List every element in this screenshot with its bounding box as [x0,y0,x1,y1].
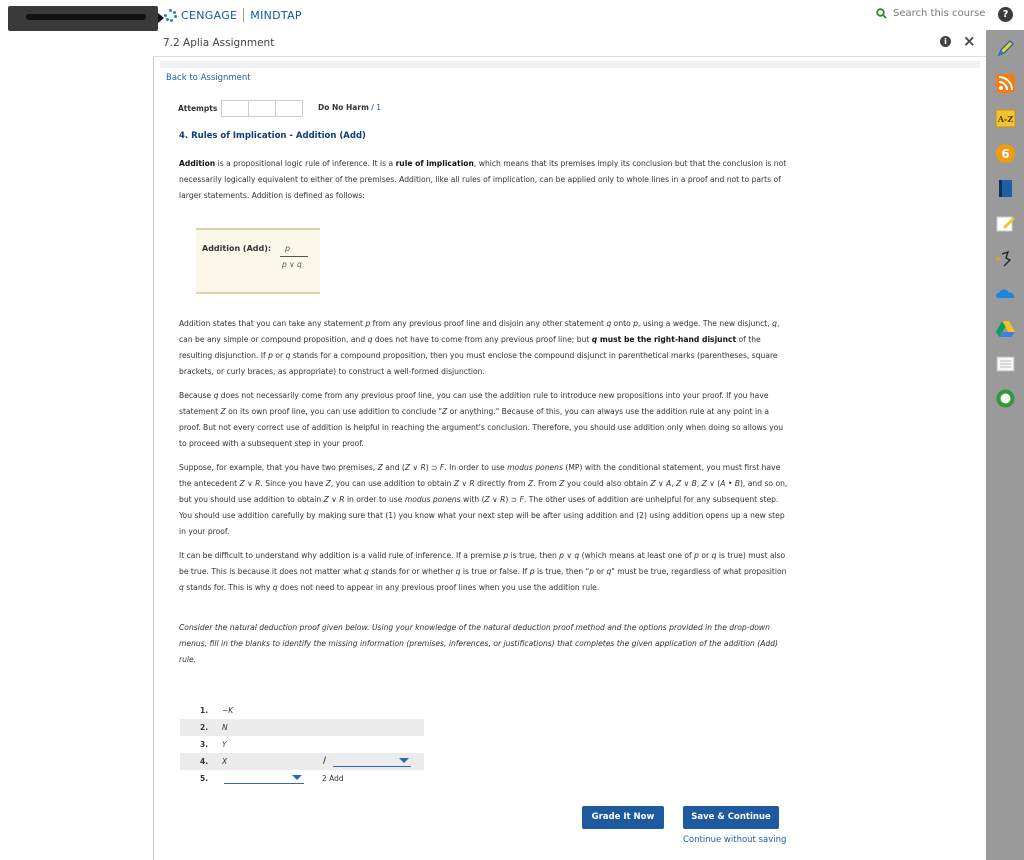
row4-slash: / [323,756,327,766]
proof-statement: X [222,757,228,766]
notes-icon[interactable] [995,213,1016,234]
notepad-icon[interactable] [995,353,1016,374]
rule-divider [280,256,308,257]
rule-label: Addition (Add): [202,244,272,253]
rule-conclusion: p ∨ q [282,260,302,269]
proof-line-number: 5. [200,774,209,783]
proof-row [180,719,424,736]
do-no-harm-sep: / [368,103,377,112]
pencil-icon[interactable] [995,38,1016,59]
proof-line-number: 4. [200,757,209,766]
proof-statement: N [222,723,228,732]
svg-text:6: 6 [1001,147,1010,161]
do-no-harm-label: Do No Harm [318,103,369,112]
back-to-assignment-link[interactable]: Back to Assignment [166,73,251,83]
header-band [160,61,980,68]
rss-icon[interactable] [995,73,1016,94]
proof-row [180,702,424,719]
instructions-paragraph: Consider the natural deduction proof given below. Using your knowledge of the natural deduction proof method and the options provided in the drop-down menus, fill in the blanks to identify the missing information (premises, inferences, or justifications) that completes the given application of the addition (Add) rule. [179,623,779,664]
user-menu[interactable] [8,6,158,31]
search-course[interactable] [876,8,985,19]
content-divider [153,56,154,860]
attempt-box [248,100,276,117]
brand-mindtap: MINDTAP [250,8,302,22]
attempt-box [275,100,303,117]
info-icon[interactable]: i [940,36,951,47]
cengage-logo-icon [164,9,177,22]
do-no-harm-status [318,103,381,112]
circle-app-icon[interactable] [995,388,1016,409]
proof-statement: Y [222,740,227,749]
proof-line-number: 1. [200,706,209,715]
a-z-dictionary-icon[interactable] [995,108,1016,129]
row4-conclusion-dropdown[interactable] [333,754,411,767]
save-and-continue-button[interactable]: Save & Continue [683,806,779,829]
brand-cengage: CENGAGE [181,8,238,22]
grade-it-now-button[interactable]: Grade It Now [582,806,664,829]
attempts-tracker [178,100,303,117]
proof-line-number: 3. [200,740,209,749]
help-icon[interactable]: ? [998,7,1013,22]
proof-statement: ~K [222,706,234,715]
addition-rule-box [196,228,320,294]
proof-row [180,736,424,753]
search-icon [876,8,887,19]
intro-paragraph: Addition is a propositional logic rule of inference. It is a rule of implication, which means that its premises imply its conclusion but that the conclusion is not necessarily logically equivalent to either of the premises. Addition, like all rules of implication, can be applied only to whole lines in a proof and not to parts of larger statements. Addition is defined as follows: [179,159,787,200]
explanation-paragraph-4: It can be difficult to understand why addition is a valid rule of inference. If a premise p is true, then p ∨ q (which means at least one of p or q is true) must also be true. This is because it does not matter what q stands for or whether q is true or false. If p is true, then "p or q" must be true, regardless of what proposition q stands for. This is why q does not need to appear in any previous proof lines when you use the addition rule. [179,551,787,592]
top-bar [0,0,1009,30]
brand-divider [243,8,244,22]
brand-logo[interactable] [164,8,302,22]
do-no-harm-value: 1 [376,103,381,112]
chevron-down-icon [292,775,302,780]
onedrive-icon[interactable] [995,283,1016,304]
explanation-paragraph-1: Addition states that you can take any statement p from any previous proof line and disjoin any other statement q onto p, using a wedge. The new disjunct, q, can be any simple or compound proposition, and q does not have to come from any previous proof line; but q must be the right-hand disjunct of the resulting disjunction. If p or q stands for a compound proposition, then you must enclose the compound disjunct in parenthetical marks (parentheses, square brackets, or curly braces, as appropriate) to construct a well-formed disjunction. [179,319,780,376]
svg-text:A-Z: A-Z [997,114,1014,124]
row5-statement-dropdown[interactable] [224,771,304,784]
assignment-title-bar [153,30,986,57]
question-title: 4. Rules of Implication - Addition (Add) [179,131,366,141]
assignment-title: 7.2 Aplia Assignment [163,37,275,49]
rule-premise: p [285,244,291,253]
book-icon[interactable] [995,178,1016,199]
attempts-label: Attempts [178,104,218,113]
close-icon[interactable]: × [963,32,976,50]
row5-justification: 2 Add [322,774,344,783]
sixth-sense-icon[interactable] [995,143,1016,164]
chevron-down-icon [399,758,409,763]
search-placeholder: Search this course [893,8,986,19]
readspeaker-icon[interactable] [995,248,1016,269]
proof-line-number: 2. [200,723,209,732]
google-drive-icon[interactable] [995,318,1016,339]
explanation-paragraph-2: Because q does not necessarily come from any previous proof line, you can use the addition rule to introduce new propositions into your proof. If you have statement Z on its own proof line, you can use addition to conclude "Z or anything." Because of this, you can always use the addition rule at any point in a proof. But not every correct use of addition is helpful in reaching the argument's conclusion. Therefore, you should use addition only when doing so allows you to proceed with a subsequent step in your proof. [179,391,784,448]
explanation-paragraph-3: Suppose, for example, that you have two premises, Z and (Z ∨ R) ⊃ F. In order to use modus ponens (MP) with the conditional statement, you must first have the antecedent Z ∨ R. Since you have Z, you can use addition to obtain Z ∨ R directly from Z. From Z you could also obtain Z ∨ A, Z ∨ B, Z ∨ (A • B), and so on, but you should use addition to obtain Z ∨ R in order to use modus ponens with (Z ∨ R) ⊃ F. The other uses of addition are unhelpful for any subsequent step. You should use addition carefully by making sure that (1) you know what your next step will be after using addition and (2) using addition opens up a new step in your proof. [179,463,788,536]
redacted-username [26,14,146,20]
continue-without-saving-link[interactable]: Continue without saving [683,835,787,845]
app-dock [986,30,1024,860]
attempt-box [221,100,249,117]
